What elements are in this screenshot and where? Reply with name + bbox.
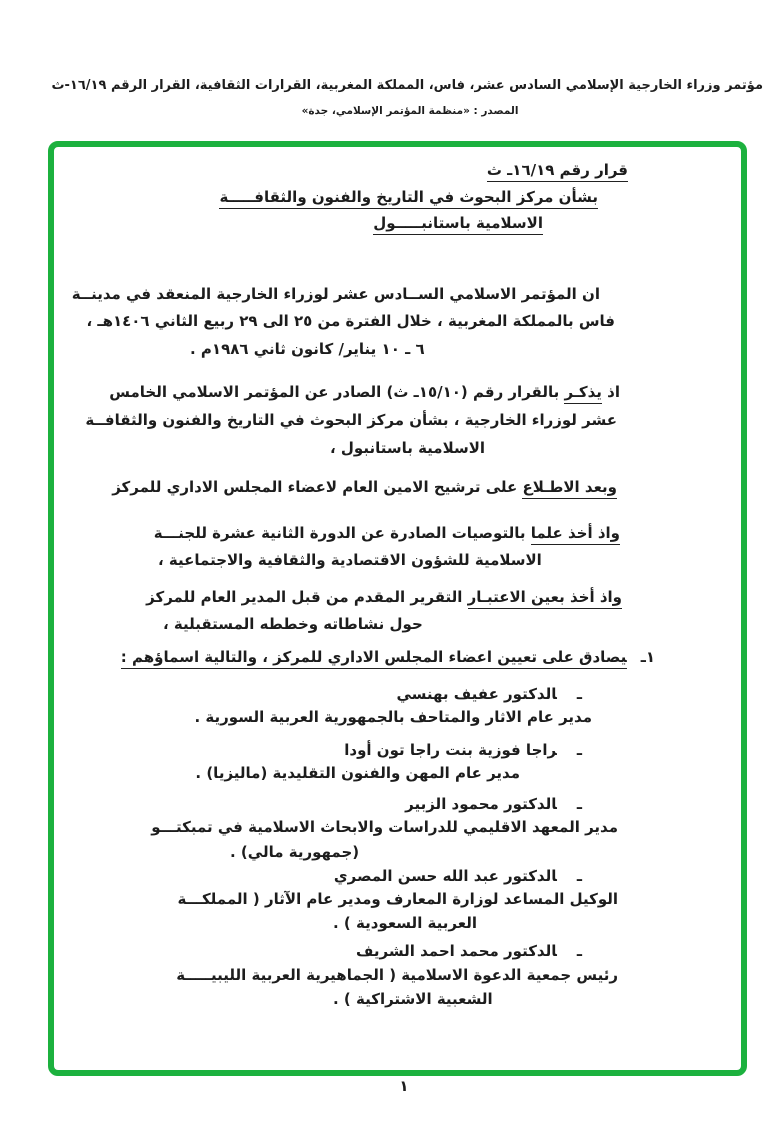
body-text: بالقرار رقم (١٥/١٠ـ ث) الصادر عن المؤتمر الاسلامي الخامس xyxy=(109,383,565,401)
member-item-1-role: مدير عام الاثار والمتاحف بالجمهورية العربية السورية . xyxy=(194,708,592,726)
title-text: بشأن مركز البحوث في التاريخ والفنون والثقافـــــة xyxy=(219,188,598,209)
member-item-4-role-line2: العربية السعودية ) . xyxy=(333,914,477,932)
preamble-4-line2: الاسلامية للشؤون الاقتصادية والثقافية والاجتماعية ، xyxy=(158,551,542,569)
preamble-1-line1: ان المؤتمر الاسلامي الســادس عشر لوزراء الخارجية المنعقد في مدينــة xyxy=(71,285,600,303)
member-item-5-name xyxy=(356,941,582,961)
body-text: التقرير المقدم من قبل المدير العام للمركز xyxy=(146,588,468,606)
dash-bullet-icon: ـ xyxy=(576,867,582,885)
green-frame-border xyxy=(48,141,747,1076)
title-text: الاسلامية باستانبـــــول xyxy=(373,214,543,235)
member-item-5-role-line2: الشعبية الاشتراكية ) . xyxy=(333,990,493,1008)
member-item-4-name xyxy=(334,866,582,886)
preamble-1-line3: ٦ ـ ١٠ يناير/ كانون ثاني ١٩٨٦م . xyxy=(190,340,425,358)
dash-bullet-icon: ـ xyxy=(576,942,582,960)
preamble-5-line1 xyxy=(146,587,622,607)
member-item-1-name xyxy=(396,684,582,704)
preamble-1-line2: فاس بالمملكة المغربية ، خلال الفترة من ٢٥ الى ٢٩ ربيع الثاني ١٤٠٦هـ ، xyxy=(86,312,615,330)
member-name: راجا فوزية بنت راجا تون أودا xyxy=(344,741,557,759)
underlined-keyword: يذكـر xyxy=(564,383,601,404)
resolution-title-line2 xyxy=(219,187,598,207)
preamble-3-line1 xyxy=(112,477,617,497)
clause-number: ١ـ xyxy=(640,648,655,666)
underlined-keyword: واذ أخذ بعين الاعتبـار xyxy=(468,588,622,609)
body-text: على ترشيح الامين العام لاعضاء المجلس الاداري للمركز xyxy=(112,478,523,496)
member-name: الدكتور عفيف بهنسي xyxy=(396,685,557,703)
document-source: المصدر : «منظمة المؤتمر الإسلامي، جدة» xyxy=(301,105,519,117)
dash-bullet-icon: ـ xyxy=(576,795,582,813)
resolution-title-line1 xyxy=(487,160,628,180)
resolution-title-line3 xyxy=(373,213,543,233)
preamble-2-line3: الاسلامية باستانبول ، xyxy=(330,439,486,457)
member-name: الدكتور عبد الله حسن المصري xyxy=(333,867,557,885)
preamble-4-line1 xyxy=(154,523,620,543)
member-name: الدكتور محمود الزبير xyxy=(405,795,557,813)
page-number: ١ xyxy=(399,1077,409,1095)
clause-text: يصادق على تعيين اعضاء المجلس الاداري للمركز ، والتالية اسماؤهم : xyxy=(121,648,627,669)
member-name: الدكتور محمد احمد الشريف xyxy=(356,942,557,960)
member-item-4-role-line1: الوكيل المساعد لوزارة المعارف ومدير عام الآثار ( المملكـــة xyxy=(177,890,618,908)
preamble-2-line2: عشر لوزراء الخارجية ، بشأن مركز البحوث في التاريخ والفنون والثقافــة xyxy=(85,411,617,429)
preamble-5-line2: حول نشاطاته وخططه المستقبلية ، xyxy=(163,615,423,633)
member-item-2-role: مدير عام المهن والفنون التقليدية (ماليزيا) . xyxy=(195,764,520,782)
preamble-2-line1 xyxy=(109,382,620,402)
underlined-keyword: وبعد الاطـلاع xyxy=(522,478,617,499)
document-caption: مؤتمر وزراء الخارجية الإسلامي السادس عشر، فاس، المملكة المغربية، القرارات الثقافية، القرار الرقم ١٦/١٩-ث xyxy=(51,78,763,93)
dash-bullet-icon: ـ xyxy=(576,685,582,703)
member-item-5-role-line1: رئيس جمعية الدعوة الاسلامية ( الجماهيرية العربية الليبيـــــة xyxy=(176,966,618,984)
body-text: بالتوصيات الصادرة عن الدورة الثانية عشرة للجنـــة xyxy=(153,524,531,542)
dash-bullet-icon: ـ xyxy=(576,741,582,759)
lead-text: اذ xyxy=(601,383,620,401)
resolution-clause-1 xyxy=(121,647,655,667)
underlined-keyword: واذ أخذ علما xyxy=(531,524,620,545)
title-text: قرار رقم ١٦/١٩ـ ث xyxy=(487,161,628,182)
member-item-2-name xyxy=(344,740,582,760)
member-item-3-role-line1: مدير المعهد الاقليمي للدراسات والابحاث الاسلامية في تمبكتـــو xyxy=(151,818,618,836)
member-item-3-name xyxy=(405,794,582,814)
member-item-3-role-line2: (جمهورية مالي) . xyxy=(230,843,360,861)
